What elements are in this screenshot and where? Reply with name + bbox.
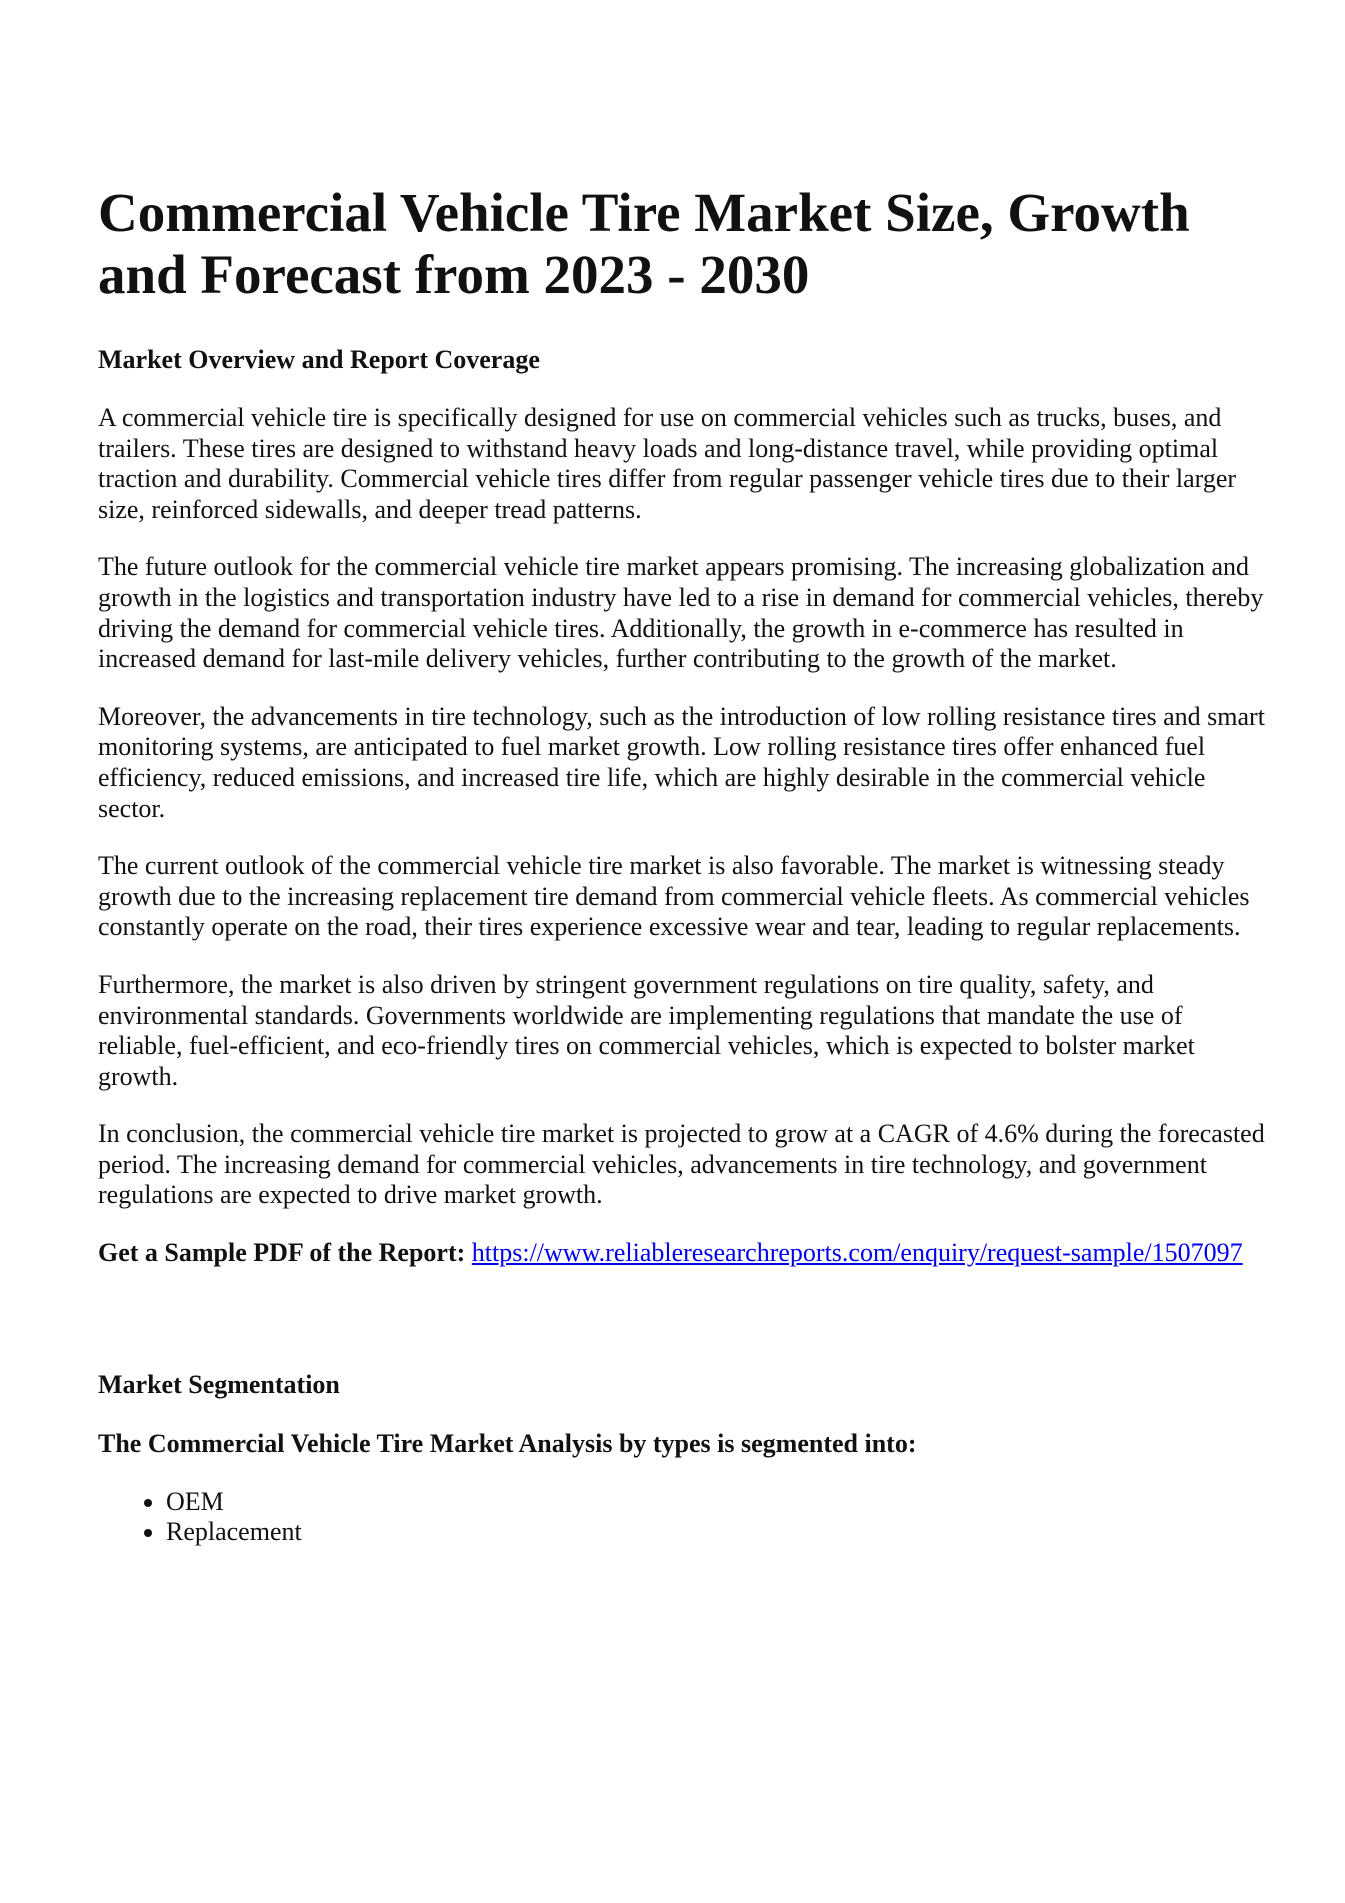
overview-paragraph-5: Furthermore, the market is also driven by stringent government regulations on tire quality, safety, and environmental standards. Governments worldwide are implementing regulations that mandate the use of reliable, fuel-efficient, and eco-friendly tires on commercial vehicles, which is expected to bolster market growth. xyxy=(98,969,1195,1091)
sample-pdf-line xyxy=(98,1238,1265,1269)
sample-pdf-label: Get a Sample PDF of the Report: xyxy=(98,1238,466,1268)
overview-paragraph-4: The current outlook of the commercial vehicle tire market is also favorable. The market is witnessing steady growth due to the increasing replacement tire demand from commercial vehicle fleets. As commercial vehicles constantly operate on the road, their tires experience excessive wear and tear, leading to regular replacements. xyxy=(98,851,1250,942)
overview-heading: Market Overview and Report Coverage xyxy=(98,345,540,374)
segmentation-heading: Market Segmentation xyxy=(98,1369,340,1399)
list-item: • OEM xyxy=(166,1487,1265,1518)
types-heading: The Commercial Vehicle Tire Market Analysis by types is segmented into: xyxy=(98,1428,917,1458)
section-spacer xyxy=(98,1269,1265,1369)
page-title: Commercial Vehicle Tire Market Size, Growth and Forecast from 2023 - 2030 xyxy=(98,182,1190,305)
overview-paragraph-6: In conclusion, the commercial vehicle tire market is projected to grow at a CAGR of 4.6% during the forecasted period. The increasing demand for commercial vehicles, advancements in tire technology, and government regulations are expected to drive market growth. xyxy=(98,1119,1265,1210)
overview-paragraph-3: Moreover, the advancements in tire technology, such as the introduction of low rolling resistance tires and smart monitoring systems, are anticipated to fuel market growth. Low rolling resistance tires offer enhanced fuel efficiency, reduced emissions, and increased tire life, which are highly desirable in the commercial vehicle sector. xyxy=(98,701,1265,823)
sample-pdf-link[interactable]: https://www.reliableresearchreports.com/enquiry/request-sample/1507097 xyxy=(471,1238,1243,1268)
overview-paragraph-1: A commercial vehicle tire is specifically designed for use on commercial vehicles such as trucks, buses, and trailers. These tires are designed to withstand heavy loads and long-distance travel, while providing optimal traction and durability. Commercial vehicle tires differ from regular passenger vehicle tires due to their larger size, reinforced sidewalls, and deeper tread patterns. xyxy=(98,403,1237,524)
list-item: • Replacement xyxy=(166,1517,1265,1548)
types-list xyxy=(98,1487,1265,1548)
overview-paragraph-2: The future outlook for the commercial vehicle tire market appears promising. The increasing globalization and growth in the logistics and transportation industry have led to a rise in demand for commercial vehicles, thereby driving the demand for commercial vehicle tires. Additionally, the growth in e-commerce has resulted in increased demand for last-mile delivery vehicles, further contributing to the growth of the market. xyxy=(98,552,1264,674)
